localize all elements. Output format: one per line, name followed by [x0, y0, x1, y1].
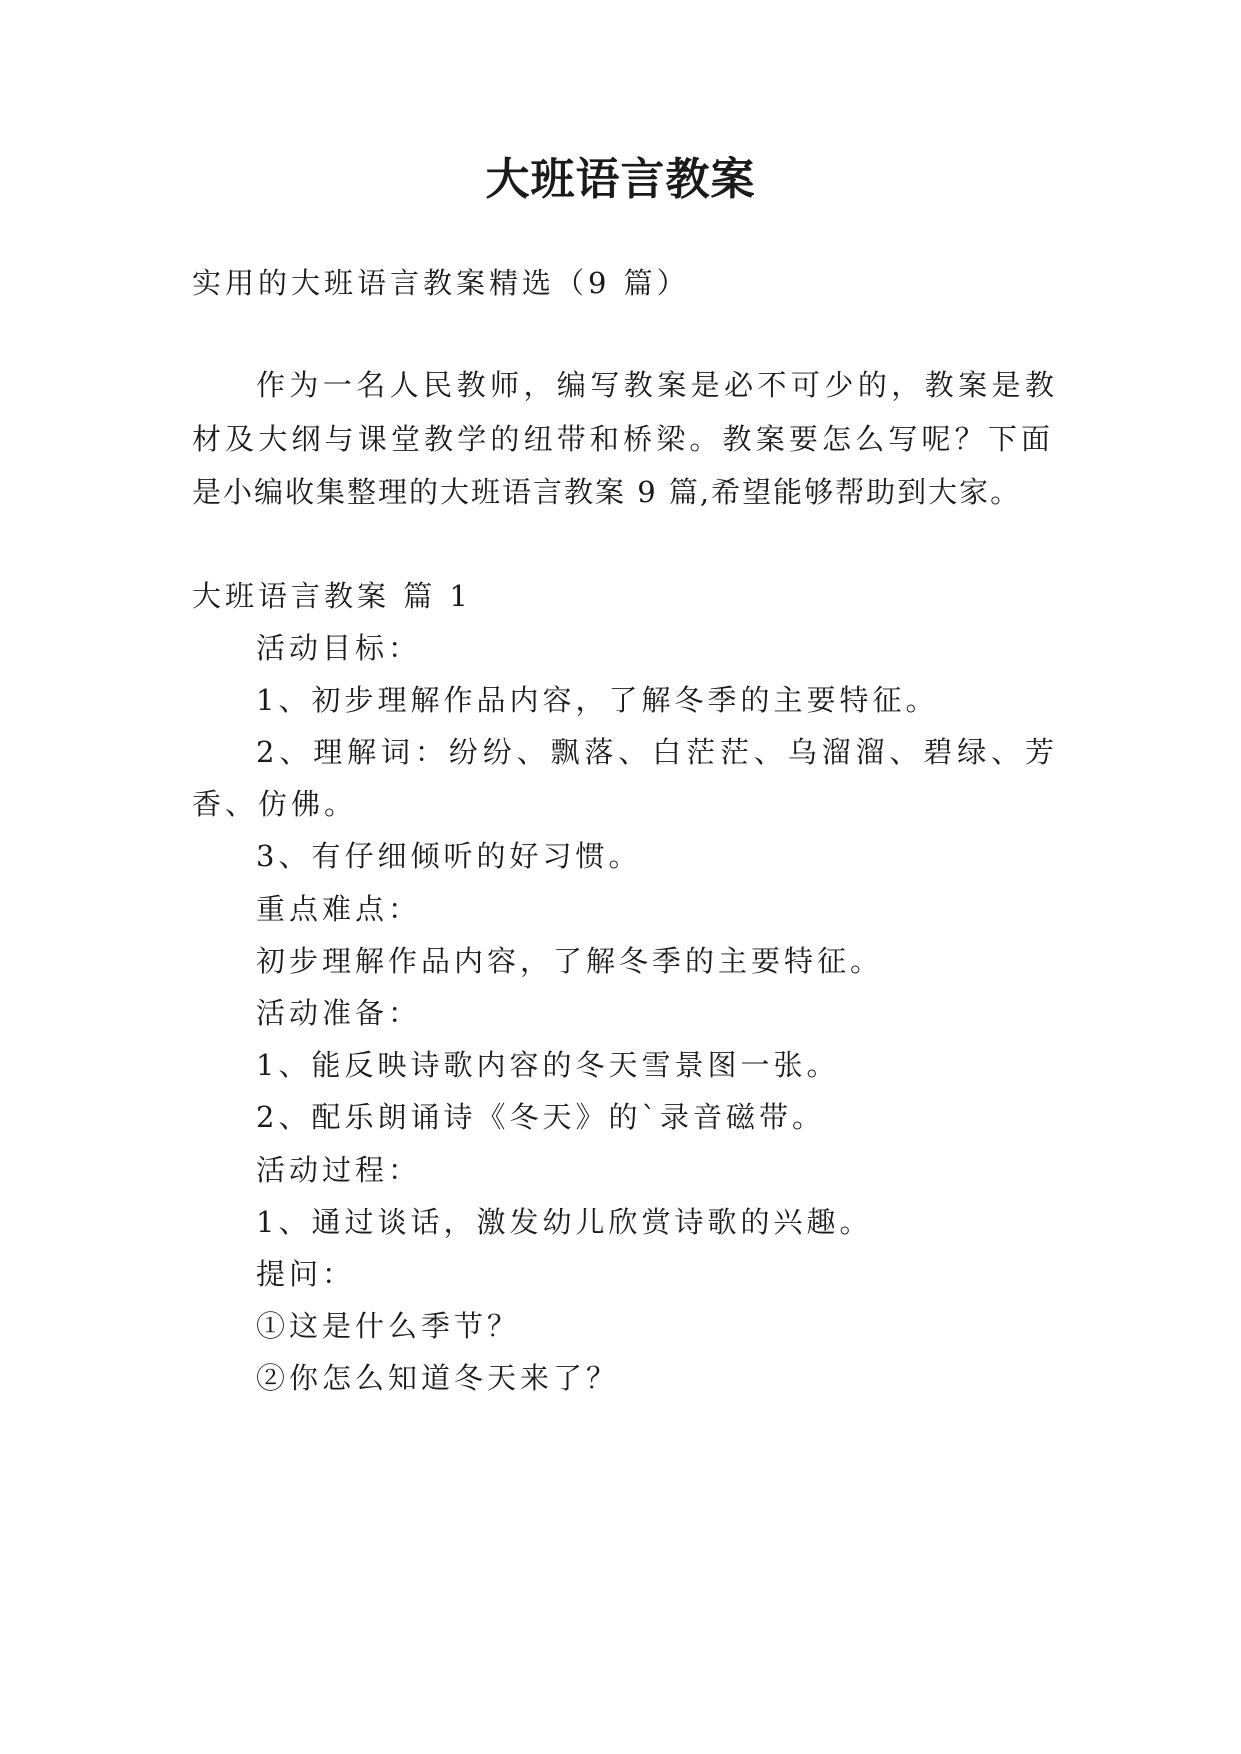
body-line: 1、能反映诗歌内容的冬天雪景图一张。: [256, 1048, 840, 1082]
body-line: ②你怎么知道冬天来了？: [256, 1361, 620, 1395]
body-line: 3、有仔细倾听的好习惯。: [256, 839, 642, 873]
body-line: ①这是什么季节？: [256, 1309, 521, 1343]
document-subtitle: 实用的大班语言教案精选（9 篇）: [192, 266, 690, 300]
document-title: 大班语言教案: [485, 154, 756, 205]
body-line: 活动准备：: [256, 996, 422, 1030]
body-line: 活动过程：: [256, 1153, 422, 1187]
body-line: 活动目标：: [256, 631, 422, 665]
body-line: 1、通过谈话，激发幼儿欣赏诗歌的兴趣。: [256, 1205, 873, 1239]
intro-line-1: 作为一名人民教师，编写教案是必不可少的，教案是教: [256, 368, 1054, 402]
body-line: 提问：: [256, 1257, 356, 1291]
body-line: 1、初步理解作品内容，了解冬季的主要特征。: [256, 683, 939, 717]
body-line: 重点难点：: [256, 892, 422, 926]
intro-line-3: 是小编收集整理的大班语言教案 9 篇,希望能够帮助到大家。: [192, 475, 1022, 509]
intro-line-2: 材及大纲与课堂教学的纽带和桥梁。教案要怎么写呢？下面: [192, 422, 1050, 456]
section-heading: 大班语言教案 篇 1: [192, 579, 472, 613]
body-line: 2、配乐朗诵诗《冬天》的`录音磁带。: [256, 1100, 825, 1134]
body-line: 初步理解作品内容，了解冬季的主要特征。: [256, 944, 884, 978]
body-line: 香、仿佛。: [192, 787, 358, 821]
body-line: 2、理解词：纷纷、飘落、白茫茫、乌溜溜、碧绿、芳: [256, 735, 1054, 769]
